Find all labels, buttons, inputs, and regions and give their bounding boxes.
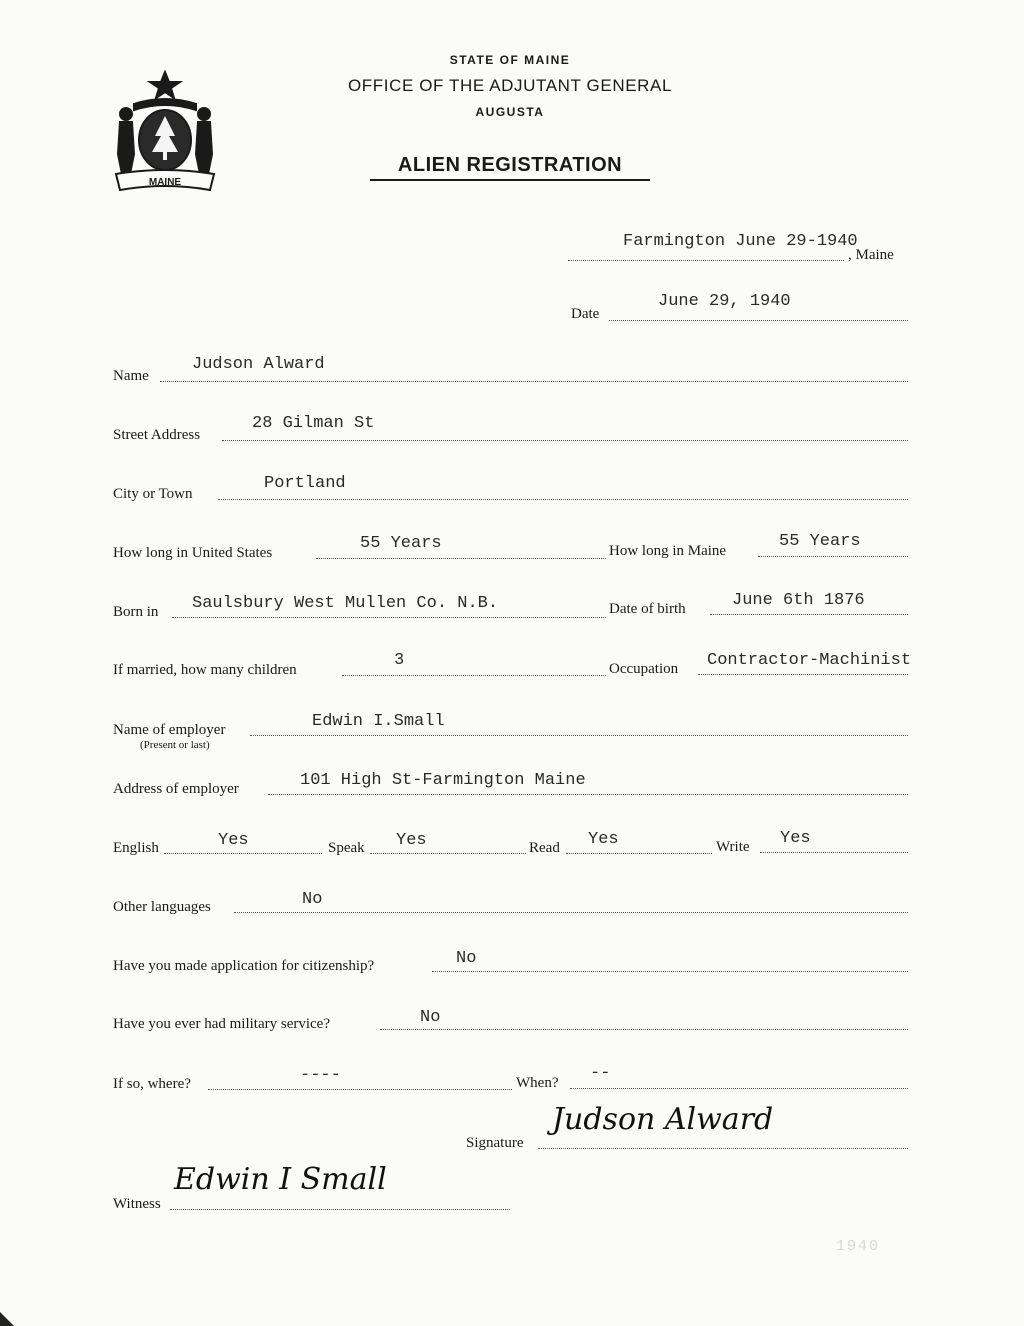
english-label: English — [113, 840, 159, 856]
city-line — [218, 499, 908, 500]
applicant-signature: Judson Alward — [552, 1102, 774, 1137]
occupation-label: Occupation — [609, 661, 679, 677]
where-line — [208, 1089, 512, 1090]
how-long-maine-value: 55 Years — [779, 532, 861, 551]
employer-address-label: Address of employer — [113, 781, 239, 797]
speak-label: Speak — [328, 840, 365, 856]
how-long-us-label: How long in United States — [113, 545, 273, 561]
how-long-us-value: 55 Years — [360, 534, 442, 553]
employer-name-value: Edwin I.Small — [312, 712, 445, 731]
english-value: Yes — [218, 831, 249, 850]
state-heading: STATE OF MAINE — [449, 53, 571, 67]
employer-name-label: Name of employer — [113, 722, 226, 738]
office-heading: OFFICE OF THE ADJUTANT GENERAL — [347, 76, 673, 95]
date-of-birth-label: Date of birth — [609, 601, 686, 617]
write-label: Write — [716, 839, 750, 855]
witness-signature: Edwin I Small — [174, 1162, 387, 1197]
date-label: Date — [571, 306, 600, 322]
speak-line — [370, 853, 526, 854]
city-value: Portland — [264, 474, 346, 493]
employer-note-label: (Present or last) — [140, 739, 210, 751]
witness-label: Witness — [113, 1196, 161, 1212]
children-label: If married, how many children — [113, 662, 297, 678]
occupation-line — [698, 674, 908, 675]
place-date-line — [568, 260, 844, 261]
military-value: No — [420, 1008, 441, 1027]
employer-address-line — [268, 794, 908, 795]
date-line — [609, 320, 908, 321]
employer-address-value: 101 High St-Farmington Maine — [300, 771, 586, 790]
born-in-label: Born in — [113, 604, 159, 620]
street-line — [222, 440, 908, 441]
military-line — [380, 1029, 908, 1030]
citizenship-label: Have you made application for citizenship? — [113, 958, 375, 974]
when-label: When? — [516, 1075, 559, 1091]
street-label: Street Address — [113, 427, 201, 443]
how-long-maine-line — [758, 556, 908, 557]
svg-text:MAINE: MAINE — [148, 177, 182, 188]
children-line — [342, 675, 606, 676]
military-label: Have you ever had military service? — [113, 1016, 330, 1032]
write-line — [760, 852, 908, 853]
maine-suffix-label: , Maine — [848, 247, 894, 263]
state-seal-image — [112, 70, 218, 196]
read-line — [566, 853, 712, 854]
read-label: Read — [529, 840, 560, 856]
when-value: -- — [590, 1064, 611, 1083]
city-heading: AUGUSTA — [475, 105, 545, 119]
street-value: 28 Gilman St — [252, 414, 375, 433]
citizenship-line — [432, 971, 908, 972]
when-line — [570, 1088, 908, 1089]
city-label: City or Town — [113, 486, 193, 502]
page-corner-mark — [0, 1312, 14, 1326]
date-of-birth-line — [710, 614, 908, 615]
speak-value: Yes — [396, 831, 427, 850]
where-value: ---- — [300, 1066, 341, 1085]
other-languages-label: Other languages — [113, 899, 211, 915]
name-line — [160, 381, 908, 382]
other-languages-line — [234, 912, 908, 913]
other-languages-value: No — [302, 890, 323, 909]
place-date-value: Farmington June 29-1940 — [623, 232, 858, 251]
employer-name-line — [250, 735, 908, 736]
date-of-birth-value: June 6th 1876 — [732, 591, 865, 610]
citizenship-value: No — [456, 949, 477, 968]
write-value: Yes — [780, 829, 811, 848]
children-value: 3 — [394, 651, 405, 670]
date-value: June 29, 1940 — [658, 292, 791, 311]
signature-label: Signature — [466, 1135, 524, 1151]
faint-date-stamp: 1940 — [836, 1238, 881, 1255]
name-label: Name — [113, 368, 149, 384]
born-in-value: Saulsbury West Mullen Co. N.B. — [192, 594, 499, 613]
witness-line — [170, 1209, 510, 1210]
occupation-value: Contractor-Machinist — [707, 651, 912, 670]
how-long-us-line — [316, 558, 606, 559]
form-title: ALIEN REGISTRATION — [370, 154, 650, 181]
english-line — [164, 853, 322, 854]
name-value: Judson Alward — [192, 355, 325, 374]
where-label: If so, where? — [113, 1076, 191, 1092]
how-long-maine-label: How long in Maine — [609, 543, 727, 559]
signature-line — [538, 1148, 908, 1149]
read-value: Yes — [588, 830, 619, 849]
born-in-line — [172, 617, 606, 618]
